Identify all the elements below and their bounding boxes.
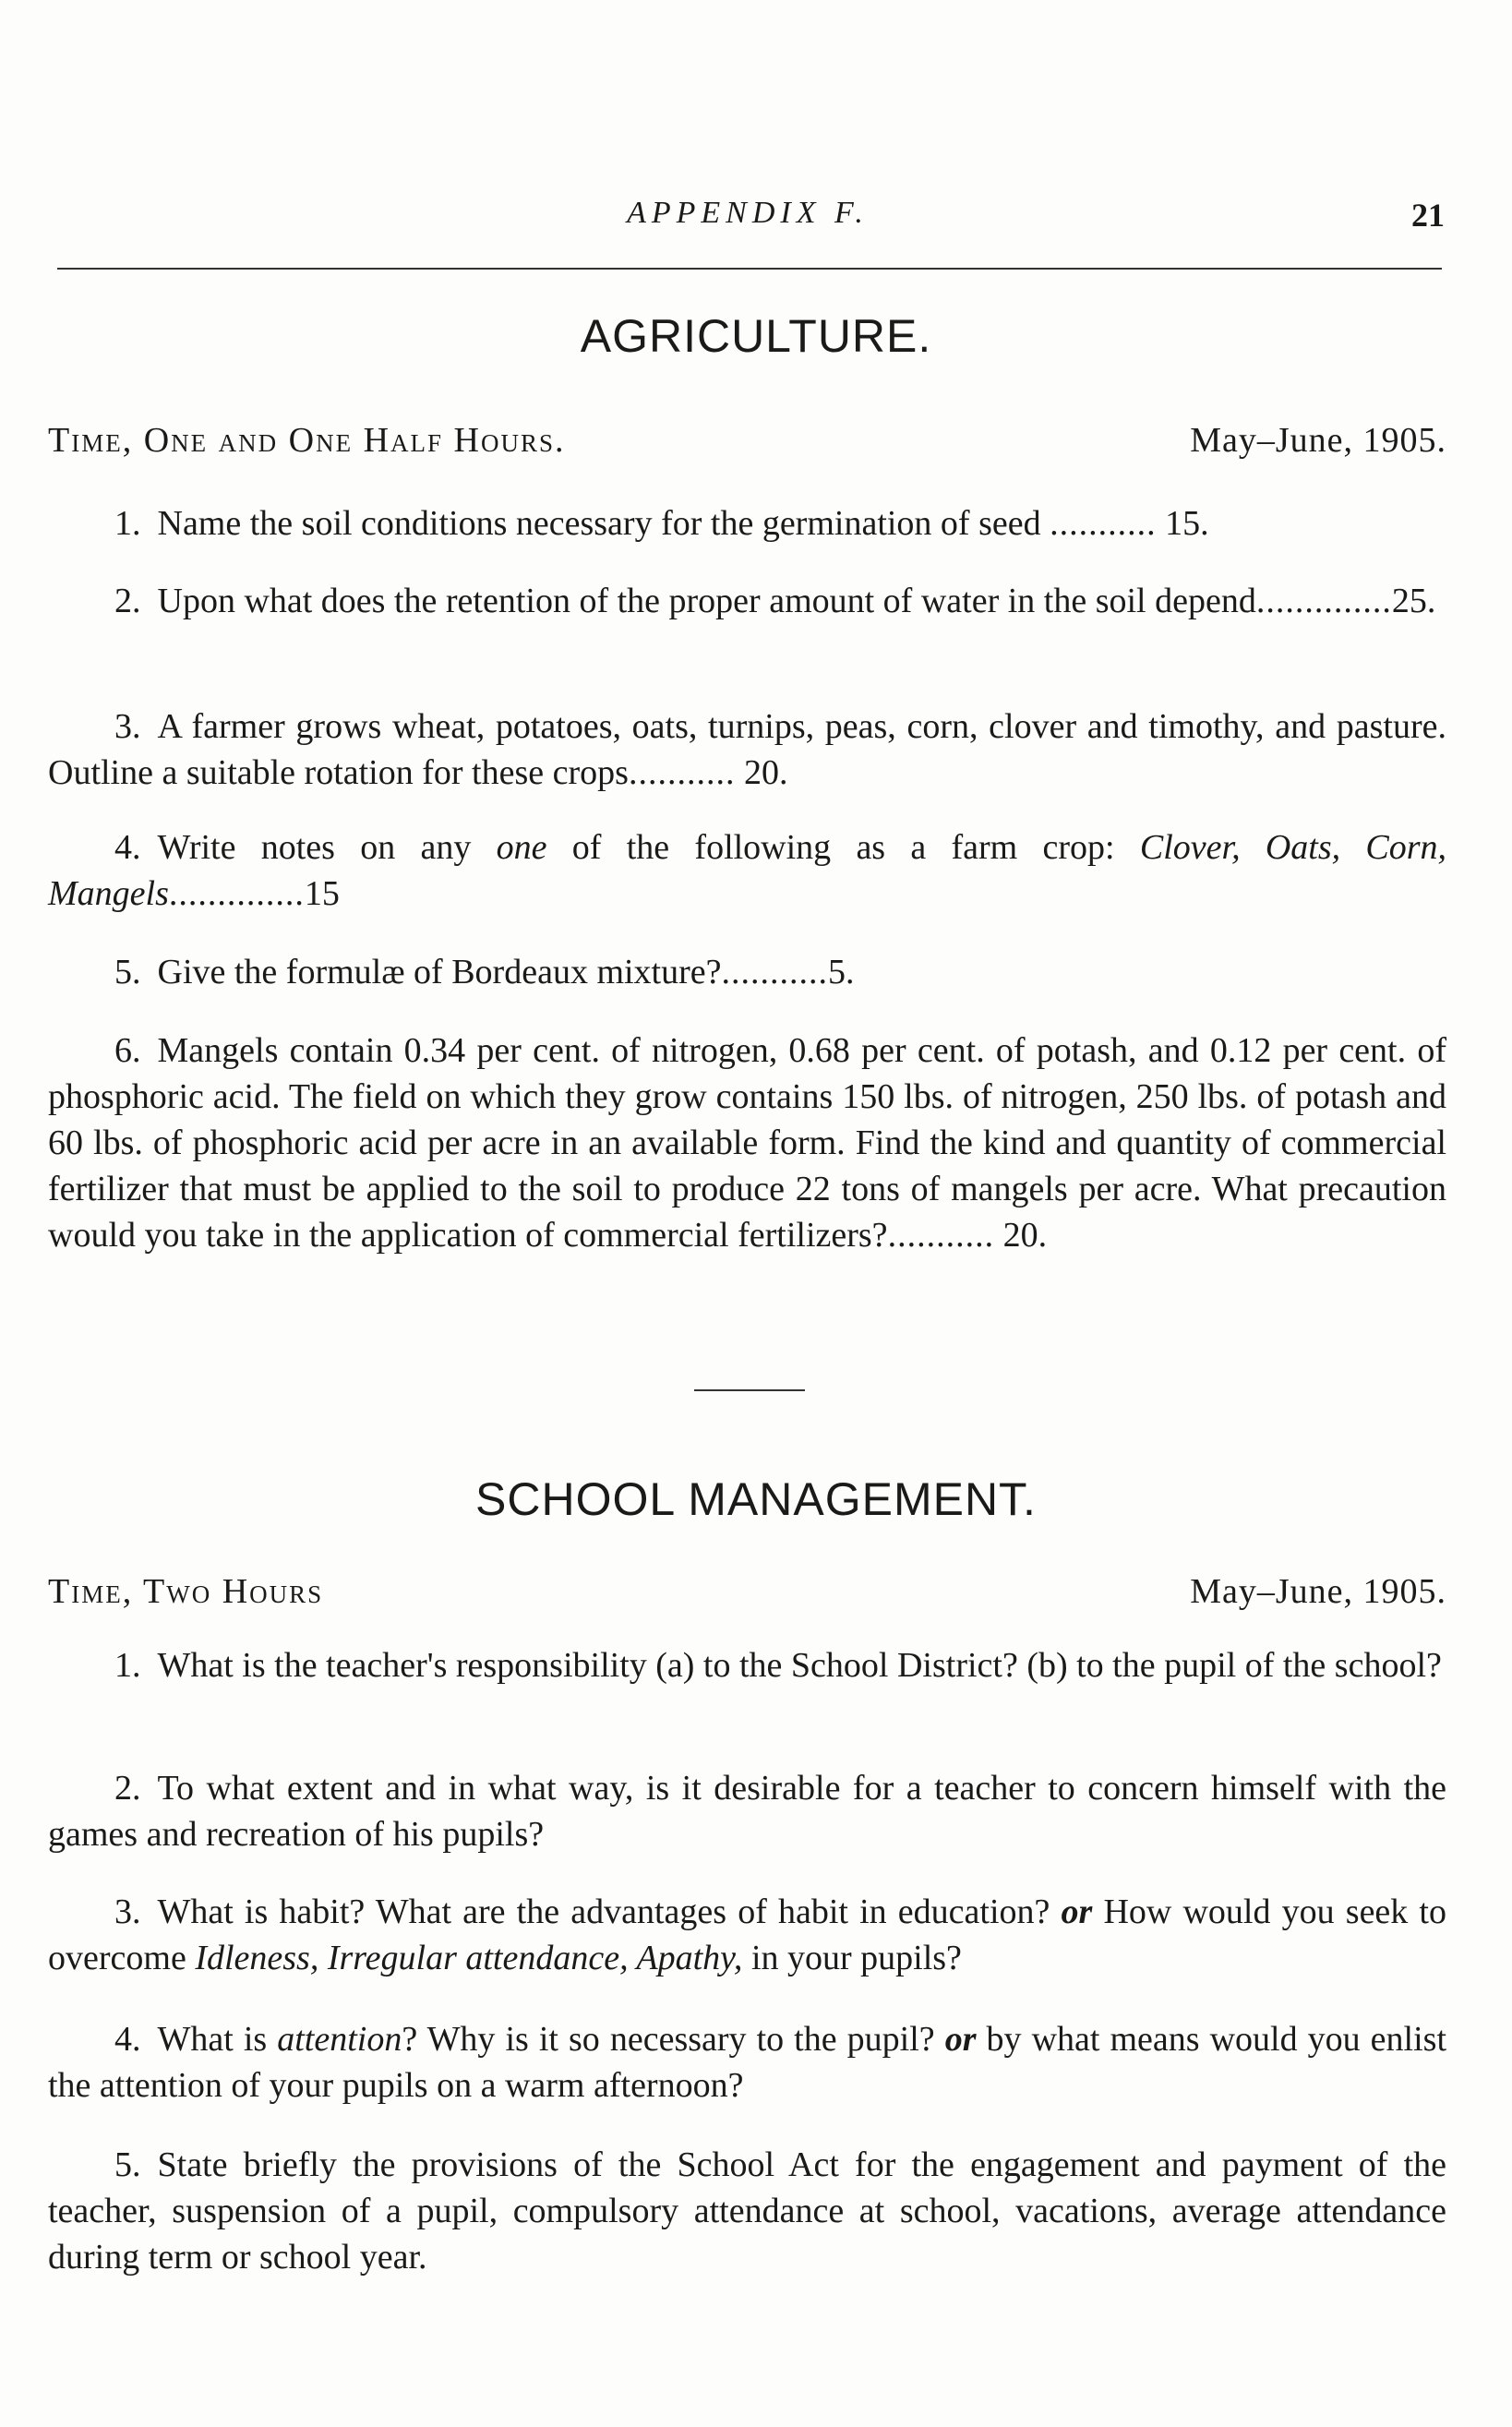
question-marks: 15. [1165,504,1209,543]
leader-dots: .............. [168,874,305,913]
school-management-question-5 [48,2142,1446,2280]
question-text: How would you seek to overcome [48,1892,1446,1977]
question-text: State briefly the provisions of the School Act for the engagement and payment of the teacher, suspension of a pupil, compulsory attendance at school, vacations, average attendance during term or school year. [48,2145,1446,2277]
question-text: ? Why is it so necessary to the pupil? [402,2020,935,2059]
question-text: What is habit? What are the advantages of habit in education? [157,1892,1050,1931]
question-text: by what means would you enlist the attention of your pupils on a warm afternoon? [48,2020,1447,2105]
school-management-question-3 [48,1889,1446,1981]
question-emphasis: Idleness, Irregular attendance, Apathy, [195,1939,743,1977]
leader-dots: ........... [628,753,736,792]
question-number: 2. [114,582,141,620]
question-text: Write notes on any [157,828,472,867]
agriculture-question-5 [48,949,1446,995]
question-crops: Clover, Oats, Corn, Mangels [48,828,1447,913]
agriculture-question-3 [48,703,1446,796]
running-title: APPENDIX F. [627,196,869,230]
question-text: Give the formulæ of Bordeaux mixture? [157,953,722,991]
question-emphasis: attention [277,2020,402,2059]
question-text: What is [157,2020,268,2059]
question-text: Upon what does the retention of the proper amount of water in the soil depend [157,582,1256,620]
question-number: 6. [114,1031,141,1070]
question-text: Name the soil conditions necessary for the germination of seed [157,504,1041,543]
question-emphasis: one [496,828,547,867]
question-number: 3. [114,1892,141,1931]
school-management-title: SCHOOL MANAGEMENT. [475,1473,1037,1525]
question-text: What is the teacher's responsibility (a) to the School District? (b) to the pupil of the school? [157,1646,1442,1685]
question-or: or [944,2020,977,2059]
agriculture-time: Time, One and One Half Hours. [48,421,566,460]
agriculture-title: AGRICULTURE. [580,310,932,362]
agriculture-question-2 [48,578,1446,624]
question-number: 1. [114,504,141,543]
question-text: To what extent and in what way, is it desirable for a teacher to concern himself with the games and recreation of his pupils? [48,1769,1446,1854]
header-rule [57,268,1442,270]
question-marks: 20. [1002,1216,1048,1255]
question-text: Mangels contain 0.34 per cent. of nitrogen, 0.68 per cent. of potash, and 0.12 per cent. of phosphoric acid. The field on which they grow contains 150 lbs. of nitrogen, 250 lbs. of potash and 60 lbs. of phosphoric acid per acre in an available form. Find the kind and quantity of commercial fertilizer that must be applied to the soil to produce 22 tons of mangels per acre. What precaution would you take in the application of commercial fertilizers? [48,1031,1446,1255]
question-marks: 25. [1391,582,1436,620]
leader-dots: ........... [1050,504,1157,543]
question-number: 3. [114,707,141,746]
running-head [51,196,1445,240]
question-number: 4. [114,2020,141,2059]
agriculture-question-4 [48,824,1446,917]
question-number: 1. [114,1646,141,1685]
leader-dots: ........... [887,1216,995,1255]
question-text: in your pupils? [750,1939,962,1977]
question-text: of the following as a farm crop: [571,828,1115,867]
question-number: 5. [114,953,141,991]
question-number: 2. [114,1769,141,1808]
question-number: 4. [114,828,141,867]
school-management-question-2 [48,1765,1446,1857]
school-management-time: Time, Two Hours [48,1572,324,1611]
leader-dots: ........... [721,953,829,991]
question-marks: 5. [828,953,855,991]
question-number: 5. [114,2145,141,2184]
page-number: 21 [1411,197,1445,234]
question-text: A farmer grows wheat, potatoes, oats, turnips, peas, corn, clover and timothy, and pasture. Outline a suitable rotation for these crops [48,707,1446,792]
leader-dots: .............. [1255,582,1392,620]
section-divider [694,1389,805,1391]
school-management-question-1 [48,1642,1446,1688]
agriculture-question-6 [48,1027,1446,1258]
agriculture-question-1 [48,500,1446,547]
question-marks: 20. [743,753,788,792]
question-marks: 15 [304,874,340,913]
question-or: or [1061,1892,1093,1931]
school-management-question-4 [48,2016,1446,2109]
agriculture-date: May–June, 1905. [1190,421,1446,460]
school-management-date: May–June, 1905. [1190,1572,1446,1611]
